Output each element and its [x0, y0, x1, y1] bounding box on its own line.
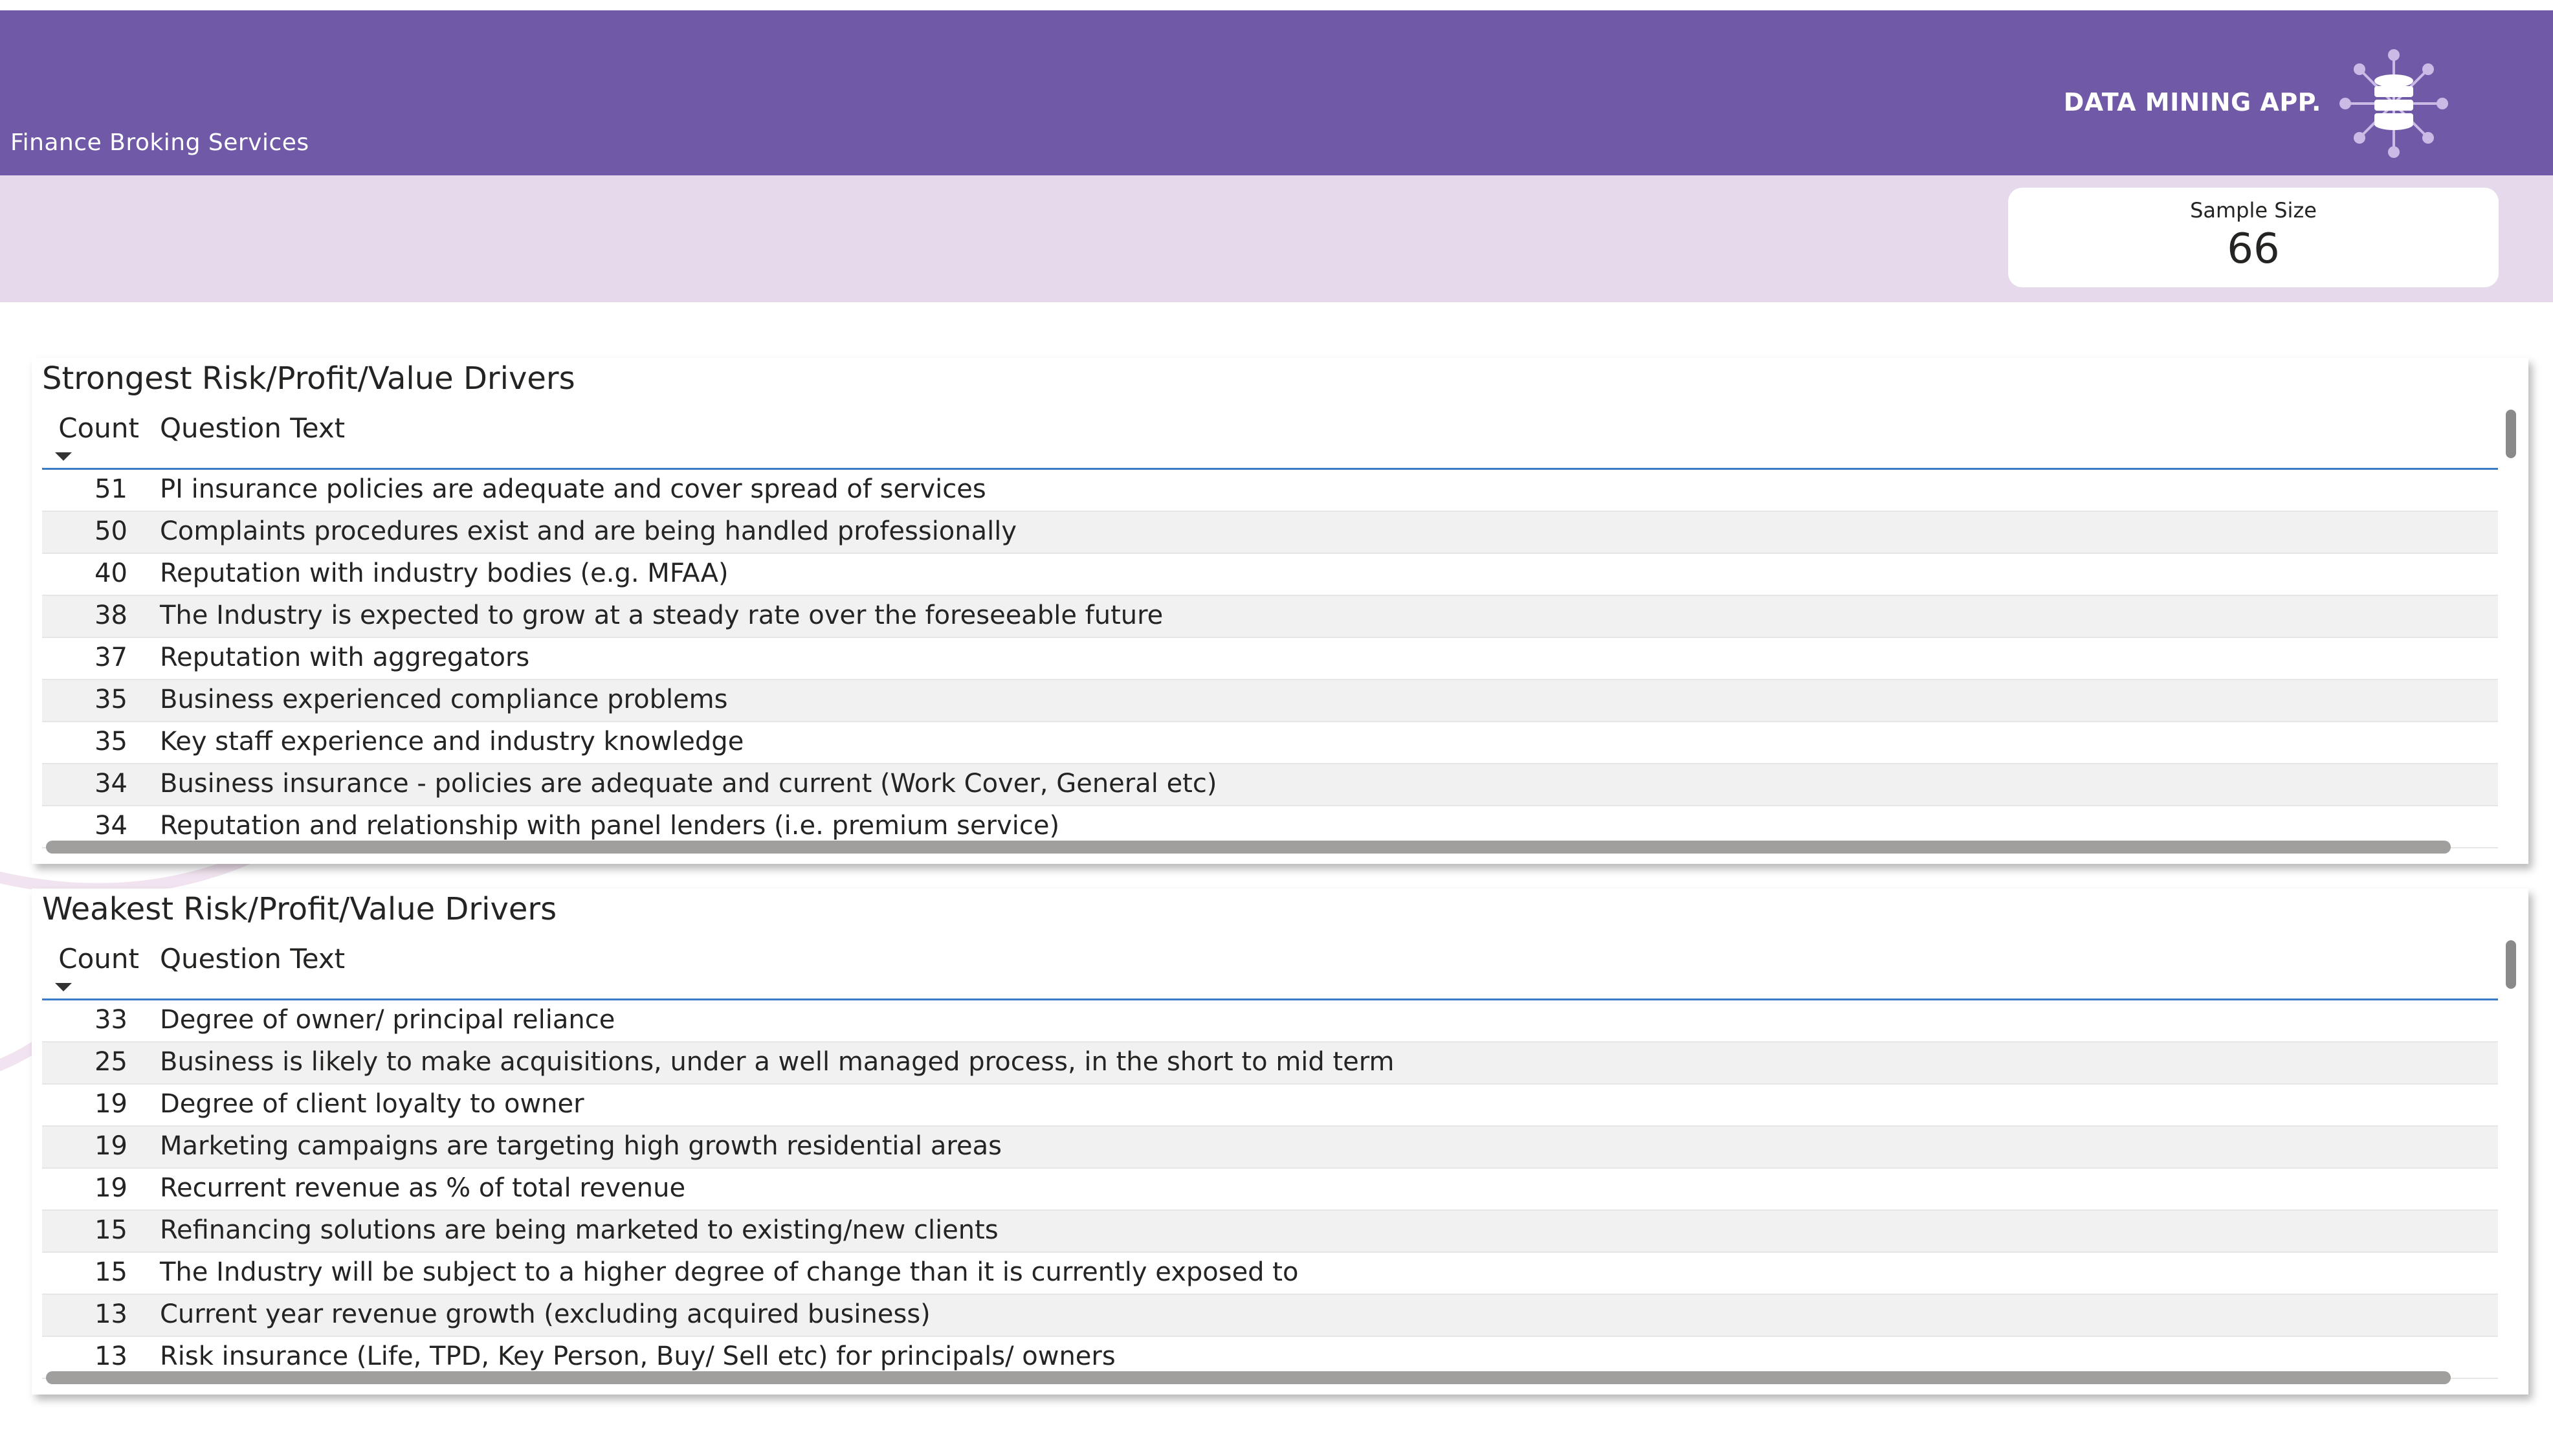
count-cell: 51	[94, 474, 127, 504]
count-cell: 15	[94, 1257, 127, 1287]
count-cell: 19	[94, 1173, 127, 1203]
count-cell: 40	[94, 558, 127, 588]
question-text-cell: The Industry will be subject to a higher degree of change than it is currently exposed to	[160, 1257, 1299, 1287]
horizontal-scrollbar[interactable]	[46, 841, 2451, 854]
question-text-cell: Current year revenue growth (excluding acquired business)	[160, 1299, 931, 1329]
app-header	[0, 10, 2553, 175]
question-text-cell: Key staff experience and industry knowledge	[160, 727, 744, 756]
count-cell: 13	[94, 1341, 127, 1371]
table-row[interactable]	[42, 638, 2498, 680]
sort-descending-icon[interactable]	[55, 983, 72, 991]
table-row[interactable]	[42, 554, 2498, 596]
sample-size-label: Sample Size	[2190, 198, 2317, 223]
count-cell: 25	[94, 1047, 127, 1077]
table-row[interactable]	[42, 1127, 2498, 1169]
count-cell: 13	[94, 1299, 127, 1329]
count-cell: 50	[94, 516, 127, 546]
question-text-column-header[interactable]: Question Text	[160, 943, 346, 975]
table-row[interactable]	[42, 1211, 2498, 1253]
count-column-header[interactable]: Count	[58, 412, 139, 444]
table-row[interactable]	[42, 764, 2498, 806]
table-title: Strongest Risk/Profit/Value Drivers	[42, 360, 575, 397]
table-row[interactable]	[42, 1295, 2498, 1337]
question-text-cell: Business insurance - policies are adequate and current (Work Cover, General etc)	[160, 769, 1217, 799]
count-cell: 19	[94, 1089, 127, 1119]
table-row[interactable]	[42, 470, 2498, 512]
brand-name: DATA MINING APP.	[2063, 88, 2321, 116]
question-text-cell: The Industry is expected to grow at a steady rate over the foreseeable future	[160, 601, 1164, 630]
weakest-drivers-table	[32, 888, 2528, 1395]
vertical-scrollbar[interactable]	[2506, 940, 2516, 989]
question-text-cell: Refinancing solutions are being marketed to existing/new clients	[160, 1215, 999, 1245]
count-cell: 37	[94, 643, 127, 672]
table-row[interactable]	[42, 1253, 2498, 1295]
question-text-cell: Risk insurance (Life, TPD, Key Person, Buy/ Sell etc) for principals/ owners	[160, 1341, 1116, 1371]
count-cell: 34	[94, 769, 127, 799]
vertical-scrollbar[interactable]	[2506, 410, 2516, 458]
table-row[interactable]	[42, 1000, 2498, 1042]
table-row[interactable]	[42, 1085, 2498, 1127]
table-row[interactable]	[42, 596, 2498, 638]
table-row[interactable]	[42, 512, 2498, 554]
table-header	[42, 940, 2498, 1000]
count-cell: 35	[94, 727, 127, 756]
table-row[interactable]	[42, 1169, 2498, 1211]
count-cell: 34	[94, 811, 127, 841]
question-text-cell: Marketing campaigns are targeting high growth residential areas	[160, 1131, 1002, 1161]
table-body	[42, 1000, 2498, 1379]
count-cell: 33	[94, 1005, 127, 1035]
database-network-icon	[2337, 47, 2450, 160]
question-text-cell: Degree of owner/ principal reliance	[160, 1005, 615, 1035]
sample-size-value: 66	[2227, 225, 2280, 273]
question-text-column-header[interactable]: Question Text	[160, 412, 346, 444]
page-subtitle: Finance Broking Services	[10, 129, 309, 156]
table-header	[42, 410, 2498, 470]
sort-descending-icon[interactable]	[55, 452, 72, 461]
count-cell: 19	[94, 1131, 127, 1161]
count-cell: 38	[94, 601, 127, 630]
horizontal-scrollbar[interactable]	[46, 1371, 2451, 1384]
question-text-cell: Reputation and relationship with panel lenders (i.e. premium service)	[160, 811, 1060, 841]
table-row[interactable]	[42, 722, 2498, 764]
question-text-cell: Recurrent revenue as % of total revenue	[160, 1173, 686, 1203]
count-cell: 15	[94, 1215, 127, 1245]
strongest-drivers-table	[32, 358, 2528, 864]
question-text-cell: Degree of client loyalty to owner	[160, 1089, 584, 1119]
table-body	[42, 470, 2498, 848]
table-title: Weakest Risk/Profit/Value Drivers	[42, 891, 557, 927]
question-text-cell: Business experienced compliance problems	[160, 685, 728, 714]
table-row[interactable]	[42, 1042, 2498, 1085]
count-column-header[interactable]: Count	[58, 943, 139, 975]
question-text-cell: Complaints procedures exist and are being handled professionally	[160, 516, 1017, 546]
question-text-cell: PI insurance policies are adequate and cover spread of services	[160, 474, 986, 504]
question-text-cell: Reputation with aggregators	[160, 643, 530, 672]
question-text-cell: Reputation with industry bodies (e.g. MFAA)	[160, 558, 729, 588]
table-row[interactable]	[42, 680, 2498, 722]
question-text-cell: Business is likely to make acquisitions, under a well managed process, in the short to mid term	[160, 1047, 1395, 1077]
sample-size-card	[2008, 188, 2499, 287]
count-cell: 35	[94, 685, 127, 714]
